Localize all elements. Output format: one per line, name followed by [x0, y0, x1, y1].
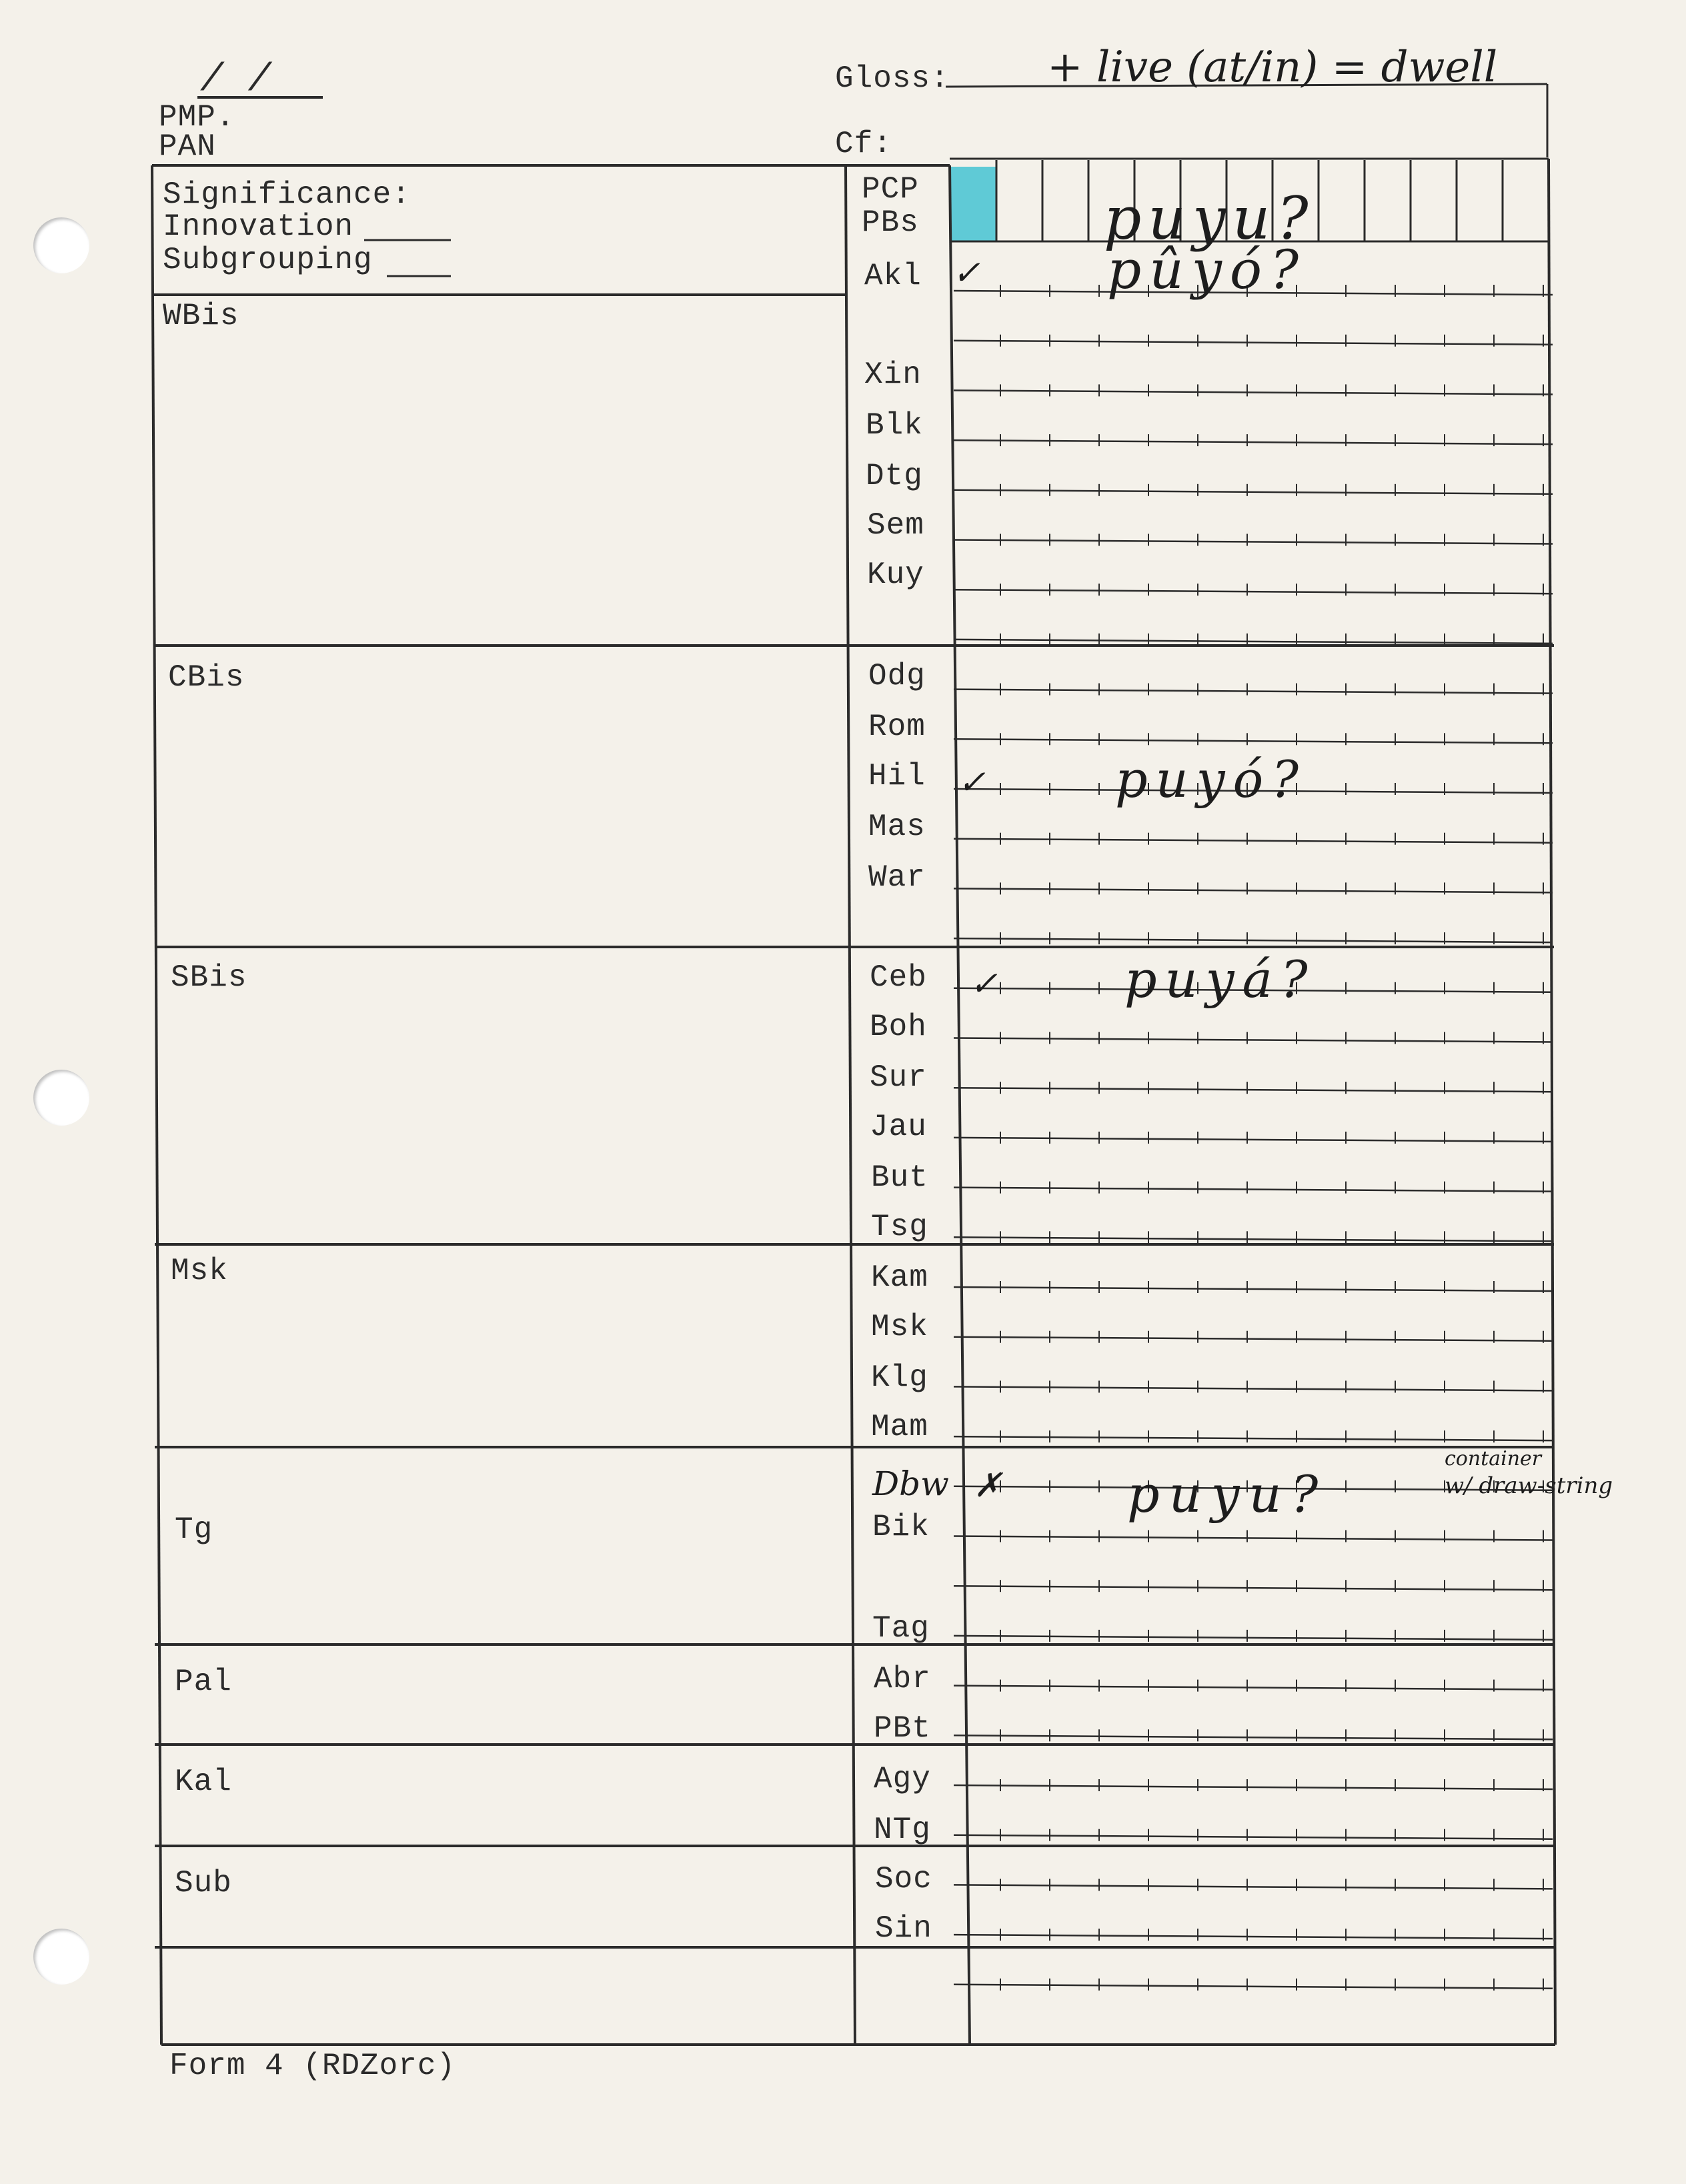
- lang-code-pbt: PBt: [874, 1711, 931, 1746]
- lang-code-odg: Odg: [868, 659, 926, 694]
- lang-code-kam: Kam: [871, 1260, 928, 1295]
- lang-code-tsg: Tsg: [871, 1210, 928, 1244]
- lang-code-hil: Hil: [868, 759, 926, 794]
- data-row-line: [954, 1735, 1553, 1739]
- innovation-label: Innovation: [163, 209, 354, 244]
- data-row-line: [954, 1636, 1553, 1640]
- lang-code-agy: Agy: [874, 1762, 931, 1797]
- frame-left: [152, 165, 161, 2045]
- lang-code-dbw: Dbw: [872, 1464, 949, 1503]
- data-row-line: [954, 839, 1553, 843]
- data-row-line: [954, 1038, 1553, 1042]
- data-row-line: [954, 1935, 1553, 1939]
- lang-code-dtg: Dtg: [866, 459, 923, 493]
- date-marks: / /: [200, 59, 272, 102]
- data-row-line: [954, 440, 1553, 444]
- data-row-line: [954, 1138, 1553, 1142]
- lang-code-ntg: NTg: [874, 1813, 931, 1847]
- data-row-line: [954, 540, 1553, 544]
- entry-form-akl: pûyó?: [1107, 239, 1307, 301]
- lang-code-sur: Sur: [870, 1060, 927, 1095]
- group-label-cbis: CBis: [168, 660, 245, 695]
- data-row-line: [954, 640, 1553, 644]
- lang-code-msk: Msk: [871, 1310, 928, 1344]
- group-label-pal: Pal: [175, 1665, 232, 1699]
- lang-code-but: But: [871, 1160, 928, 1195]
- lang-code-bik: Bik: [872, 1510, 930, 1544]
- cf-label: Cf:: [835, 127, 892, 161]
- lang-code-xin: Xin: [864, 357, 922, 392]
- column-divider-left: [846, 165, 855, 2045]
- data-row-line: [954, 1686, 1553, 1690]
- data-row-line: [954, 1536, 1553, 1540]
- significance-title: Significance:: [163, 177, 411, 212]
- data-row-line: [954, 690, 1553, 694]
- lang-code-boh: Boh: [870, 1010, 927, 1044]
- data-row-line: [954, 938, 1553, 942]
- column-divider-right: [950, 165, 970, 2045]
- entry-form-hil: puyó?: [1115, 750, 1307, 809]
- group-label-kal: Kal: [175, 1765, 232, 1799]
- data-row-line: [954, 1188, 1553, 1192]
- lang-code-blk: Blk: [866, 408, 923, 443]
- lang-code-soc: Soc: [875, 1862, 932, 1897]
- entry-note-dbw-line2: w/ draw-string: [1445, 1472, 1613, 1499]
- lang-code-tag: Tag: [872, 1611, 930, 1646]
- data-row-line: [954, 1237, 1553, 1241]
- data-row-line: [954, 1835, 1553, 1839]
- lang-code-mas: Mas: [868, 810, 926, 844]
- group-label-msk: Msk: [171, 1254, 228, 1288]
- frame-right: [1549, 159, 1555, 2045]
- entry-mark-hil: ✓: [958, 763, 986, 802]
- data-row-line: [954, 1287, 1553, 1291]
- gloss-value: + live (at/in) = dwell: [1047, 43, 1498, 92]
- data-row-line: [954, 390, 1553, 394]
- entry-mark-ceb: ✓: [970, 964, 998, 1003]
- lang-code-sem: Sem: [867, 508, 924, 543]
- group-label-tg: Tg: [175, 1512, 213, 1547]
- entry-mark-dbw: ✗: [974, 1466, 1002, 1504]
- data-row-line: [954, 341, 1553, 345]
- data-row-line: [954, 1088, 1553, 1092]
- data-row-line: [954, 1885, 1553, 1889]
- pcp-highlight-cell: [951, 167, 996, 241]
- lang-code-akl: Akl: [864, 259, 922, 293]
- group-label-wbis: WBis: [163, 299, 239, 333]
- data-row-line: [954, 490, 1553, 494]
- data-row-line: [954, 590, 1553, 594]
- entry-mark-akl: ✓: [952, 253, 980, 292]
- lang-code-jau: Jau: [870, 1110, 927, 1144]
- lang-code-klg: Klg: [871, 1360, 928, 1395]
- entry-form-ceb: puyá?: [1124, 950, 1316, 1009]
- form-footer: Form 4 (RDZorc): [169, 2049, 456, 2083]
- lang-code-abr: Abr: [874, 1662, 931, 1697]
- lang-code-mam: Mam: [871, 1410, 928, 1444]
- entry-note-dbw-line1: container: [1445, 1447, 1542, 1470]
- data-row-line: [954, 1436, 1553, 1440]
- lang-code-pbs: PBs: [862, 205, 919, 240]
- data-row-line: [954, 1386, 1553, 1390]
- lang-code-ceb: Ceb: [870, 960, 927, 995]
- data-row-line: [954, 1985, 1553, 1989]
- data-row-line: [954, 1785, 1553, 1789]
- gloss-label: Gloss:: [835, 61, 950, 96]
- data-row-line: [954, 888, 1553, 892]
- lang-code-kuy: Kuy: [867, 558, 924, 592]
- lang-code-pcp: PCP: [862, 172, 919, 207]
- pan-label: PAN: [159, 129, 216, 164]
- group-label-sbis: SBis: [171, 960, 247, 995]
- pmp-label: PMP.: [159, 100, 235, 135]
- data-row-line: [954, 1337, 1553, 1341]
- data-row-line: [954, 739, 1553, 743]
- entry-form-pbs: puyu?: [1104, 184, 1315, 253]
- subgrouping-label: Subgrouping: [163, 243, 373, 277]
- lang-code-sin: Sin: [875, 1911, 932, 1946]
- data-row-line: [954, 1586, 1553, 1590]
- lang-code-war: War: [868, 860, 926, 895]
- lang-code-rom: Rom: [868, 710, 926, 744]
- entry-form-dbw: puyu?: [1127, 1464, 1328, 1524]
- group-label-sub: Sub: [175, 1866, 232, 1901]
